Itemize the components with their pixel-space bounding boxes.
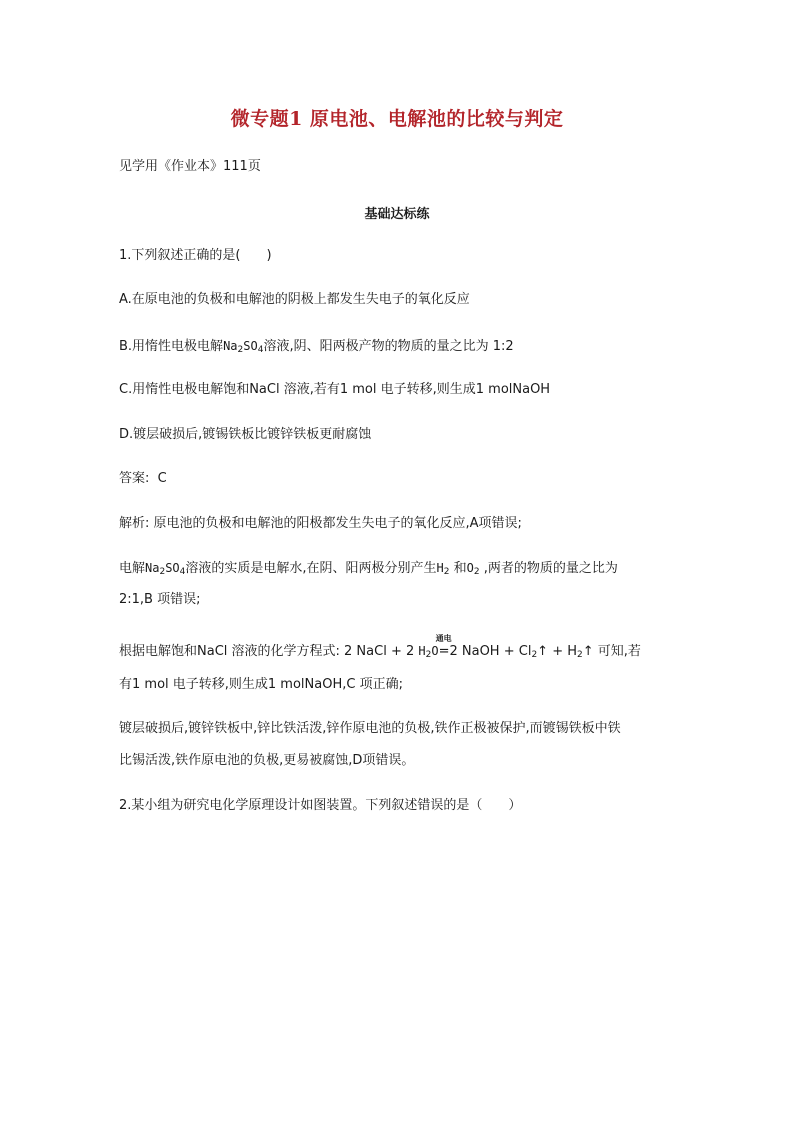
reaction-condition: 通电 = — [435, 634, 452, 659]
answer-label: 答案: — [119, 471, 150, 486]
section-heading: 基础达标练 — [364, 207, 430, 222]
analysis-paragraph-2-line-2: 2:1,B 项错误; — [119, 592, 201, 607]
analysis-paragraph-3-line-1: 根据电解饱和NaCl 溶液的化学方程式: 2 NaCl + 2 $H_2O$ 通电 =2 NaOH + $Cl_2↑$ + $H_2↑$ 可知,若 — [119, 634, 641, 660]
analysis-paragraph-4-line-2: 比锡活泼,铁作原电池的负极,更易被腐蚀,D项错误。 — [119, 753, 415, 768]
reference-note: 见学用《作业本》111页 — [119, 159, 261, 174]
analysis-paragraph-2-line-1: 电解$Na_2SO_4$溶液的实质是电解水,在阴、阳两极分别产生$H_2$ 和$O_2$ ,两者的物质的量之比为 — [119, 561, 618, 577]
question-1-option-d: D.镀层破损后,镀锡铁板比镀锌铁板更耐腐蚀 — [119, 427, 372, 442]
analysis-paragraph-1: 解析: 原电池的负极和电解池的阳极都发生失电子的氧化反应,A项错误; — [119, 516, 522, 531]
question-1-stem: 1.下列叙述正确的是( ) — [119, 248, 272, 263]
analysis-paragraph-4-line-1: 镀层破损后,镀锌铁板中,锌比铁活泼,锌作原电池的负极,铁作正极被保护,而镀锡铁板中铁 — [119, 721, 621, 736]
answer-line — [119, 469, 167, 489]
question-1-option-b: B.用惰性电极电解$Na_2SO_4$溶液,阴、阳两极产物的物质的量之比为 1:2 — [119, 339, 514, 355]
page-title: 微专题1 原电池、电解池的比较与判定 — [230, 108, 564, 130]
question-2-stem: 2.某小组为研究电化学原理设计如图装置。下列叙述错误的是（ ） — [119, 798, 522, 813]
question-1-option-c: C.用惰性电极电解饱和NaCl 溶液,若有1 mol 电子转移,则生成1 molNaOH — [119, 382, 551, 397]
answer-value: C — [157, 471, 167, 486]
analysis-paragraph-3-line-2: 有1 mol 电子转移,则生成1 molNaOH,C 项正确; — [119, 677, 403, 692]
question-1-option-a: A.在原电池的负极和电解池的阴极上都发生失电子的氧化反应 — [119, 292, 470, 307]
